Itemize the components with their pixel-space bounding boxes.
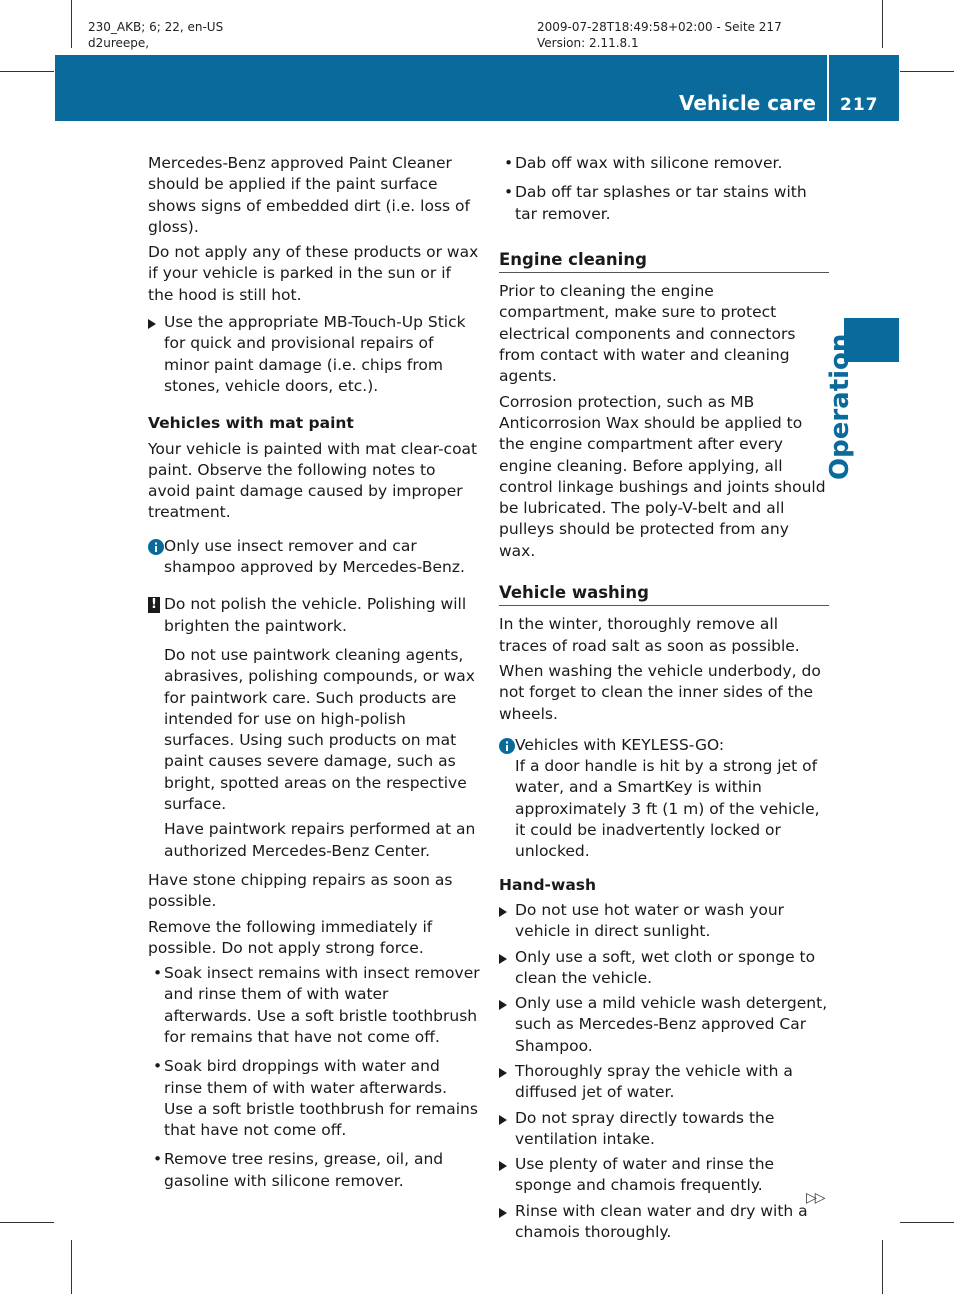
list-item <box>499 153 829 174</box>
paragraph: Have stone chipping repairs as soon as possible. <box>148 870 453 911</box>
crop-mark <box>900 1222 954 1223</box>
list-item <box>148 1149 480 1192</box>
arrow-right-icon <box>499 1161 507 1171</box>
paragraph: Corrosion protection, such as MB Anticorrosion Wax should be applied to the engine compartment after every engine cleaning. Before applying, all control linkage bushings and joints should be lubricated. The poly-V-belt and all pulleys should be protected from any wax. <box>499 392 826 560</box>
arrow-right-icon <box>499 907 507 917</box>
info-icon <box>499 738 515 754</box>
page-number: 217 <box>840 95 879 115</box>
header-divider <box>827 55 829 121</box>
list-item <box>148 1056 480 1141</box>
instruction-step <box>499 1108 829 1151</box>
side-tab-label: Operation <box>825 333 855 480</box>
meta-line: 230_AKB; 6; 22, en-US <box>88 20 224 34</box>
instruction-step <box>499 1201 829 1244</box>
list-item <box>499 182 829 225</box>
meta-line: d2ureepe, <box>88 36 150 50</box>
paragraph: Mercedes-Benz approved Paint Cleaner should be applied if the paint surface shows signs of embedded dirt (i.e. loss of gloss). <box>148 154 470 236</box>
exclamation-icon: ! <box>148 597 160 613</box>
paragraph: When washing the vehicle underbody, do not forget to clean the inner sides of the wheels. <box>499 661 821 723</box>
paragraph: Your vehicle is painted with mat clear-coat paint. Observe the following notes to avoid paint damage caused by improper treatment. <box>148 439 478 522</box>
instruction-step <box>499 947 829 990</box>
bullet-icon: • <box>153 964 163 983</box>
paragraph: Do not apply any of these products or wax if your vehicle is parked in the sun or if the hood is still hot. <box>148 243 479 304</box>
bullet-icon: • <box>153 1057 163 1076</box>
meta-line: Version: 2.11.8.1 <box>537 36 639 50</box>
info-icon <box>148 539 164 555</box>
list-item <box>148 963 480 1048</box>
step-text: Do not use hot water or wash your vehicle in direct sunlight. <box>515 900 785 941</box>
left-column <box>148 153 480 1200</box>
step-text: Do not spray directly towards the ventilation intake. <box>515 1108 775 1148</box>
subheading-mat-paint: Vehicles with mat paint <box>148 414 354 433</box>
info-note <box>148 536 480 579</box>
warning-text: Do not use paintwork cleaning agents, abrasives, polishing compounds, or wax for paintwork care. Such products are intended for use on high-polish surfaces. Using such products on mat paint causes severe damage, such as bright, spotted areas on the respective surface. <box>164 645 475 814</box>
crop-mark <box>882 1240 883 1294</box>
crop-mark <box>0 71 54 72</box>
heading-vehicle-washing: Vehicle washing <box>499 582 829 606</box>
info-note <box>499 735 829 863</box>
crop-mark <box>900 71 954 72</box>
list-item-text: Remove tree resins, grease, oil, and gasoline with silicone remover. <box>164 1150 444 1190</box>
bullet-icon: • <box>504 154 514 172</box>
instruction-step <box>148 312 480 397</box>
continued-icon: ▷▷ <box>806 1190 824 1206</box>
step-text: Use plenty of water and rinse the sponge and chamois frequently. <box>515 1155 775 1195</box>
warning-text: Do not polish the vehicle. Polishing will brighten the paintwork. <box>164 595 467 635</box>
arrow-right-icon <box>499 1000 507 1010</box>
list-item-text: Dab off tar splashes or tar stains with tar remover. <box>515 183 807 223</box>
info-title: Vehicles with KEYLESS-GO: <box>515 735 725 754</box>
step-text: Use the appropriate MB-Touch-Up Stick for quick and provisional repairs of minor paint damage (i.e. chips from stones, vehicle doors, etc.). <box>164 313 466 395</box>
crop-mark <box>0 1222 54 1223</box>
meta-line: 2009-07-28T18:49:58+02:00 - Seite 217 <box>537 20 782 34</box>
arrow-right-icon <box>499 954 507 964</box>
bullet-icon: • <box>504 183 514 202</box>
step-text: Rinse with clean water and dry with a chamois thoroughly. <box>515 1201 808 1242</box>
section-title: Vehicle care <box>678 91 816 115</box>
info-text: Only use insect remover and car shampoo approved by Mercedes-Benz. <box>164 536 465 577</box>
paragraph: Prior to cleaning the engine compartment, make sure to protect electrical components and connectors from contact with water and cleaning agents. <box>499 282 796 386</box>
warning-text: Have paintwork repairs performed at an authorized Mercedes-Benz Center. <box>164 820 476 860</box>
right-column <box>499 153 829 1247</box>
list-item-text: Soak bird droppings with water and rinse them of with water afterwards. Use a soft bristle toothbrush for remains that have not come off. <box>164 1057 478 1140</box>
arrow-right-icon <box>499 1068 507 1078</box>
paragraph: Remove the following immediately if possible. Do not apply strong force. <box>148 917 433 957</box>
instruction-step <box>499 1061 829 1104</box>
bullet-icon: • <box>153 1150 163 1169</box>
print-meta-left <box>88 19 223 51</box>
paragraph: In the winter, thoroughly remove all traces of road salt as soon as possible. <box>499 615 800 655</box>
arrow-right-icon <box>499 1208 507 1218</box>
arrow-right-icon <box>148 319 156 329</box>
crop-mark <box>71 0 72 48</box>
instruction-step <box>499 993 829 1057</box>
crop-mark <box>71 1240 72 1294</box>
instruction-step <box>499 900 829 943</box>
print-meta-right <box>537 19 782 51</box>
step-text: Thoroughly spray the vehicle with a diffused jet of water. <box>515 1061 793 1102</box>
list-item-text: Soak insect remains with insect remover and rinse them of with water afterwards. Use a soft bristle toothbrush for remains that have not come off. <box>164 964 480 1046</box>
crop-mark <box>882 0 883 48</box>
arrow-right-icon <box>499 1115 507 1125</box>
list-item-text: Dab off wax with silicone remover. <box>515 154 783 172</box>
warning-note <box>148 594 480 637</box>
step-text: Only use a mild vehicle wash detergent, such as Mercedes-Benz approved Car Shampoo. <box>515 994 828 1055</box>
step-text: Only use a soft, wet cloth or sponge to clean the vehicle. <box>515 947 816 987</box>
info-text: If a door handle is hit by a strong jet of water, and a SmartKey is within approximately 3 ft (1 m) of the vehicle, it could be inadvertently locked or unlocked. <box>515 757 820 861</box>
subheading-hand-wash: Hand-wash <box>499 875 597 894</box>
instruction-step <box>499 1154 829 1197</box>
heading-engine-cleaning: Engine cleaning <box>499 249 829 273</box>
